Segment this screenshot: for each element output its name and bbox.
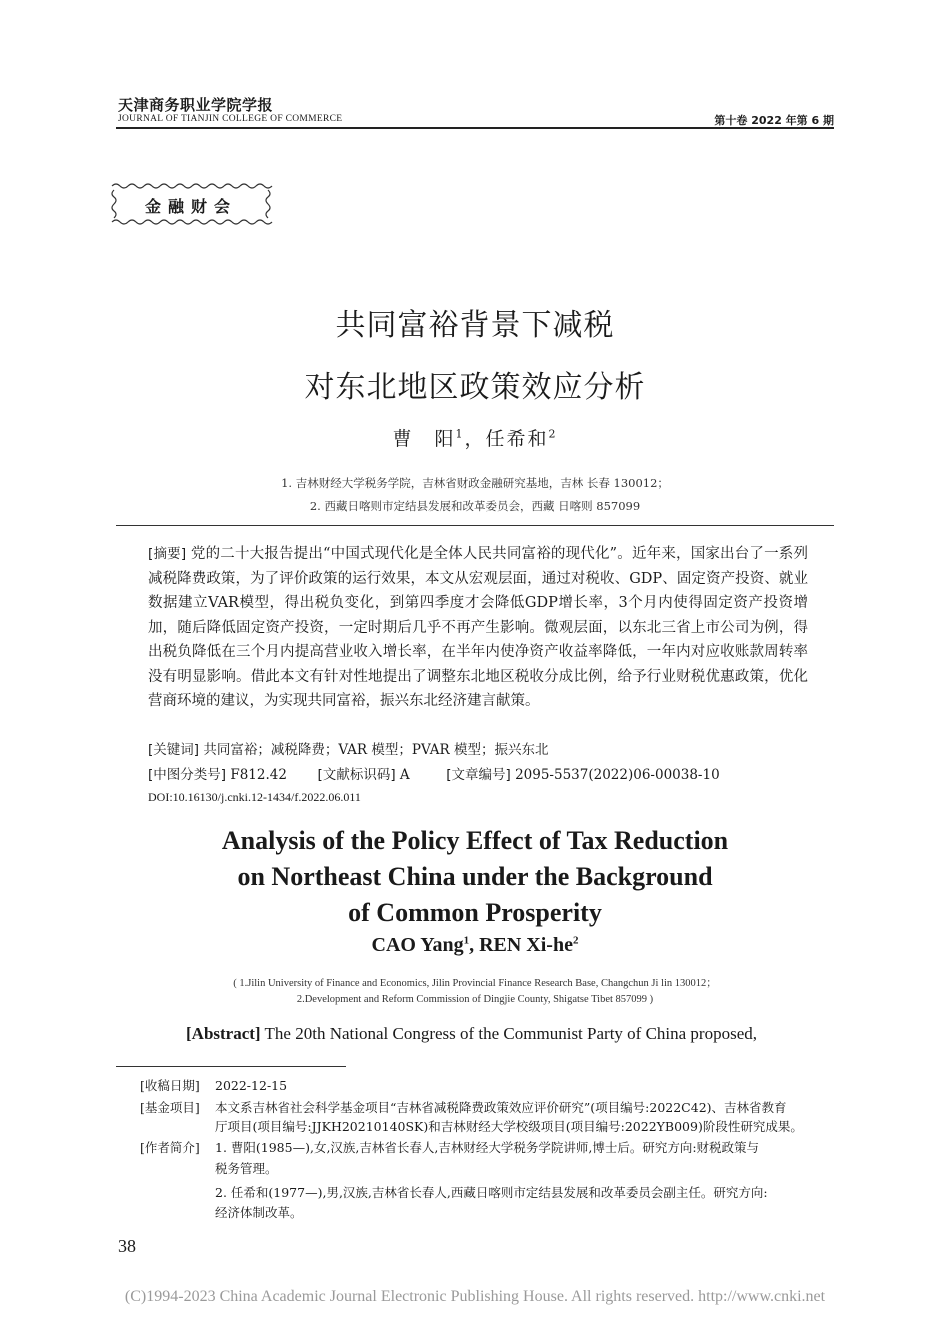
page-number: 38 xyxy=(118,1236,136,1256)
fund-line1: 本文系吉林省社会科学基金项目“吉林省减税降费政策效应评价研究”(项目编号:2022C42)、吉林省教育 xyxy=(215,1100,787,1115)
author-bio-label: [作者简介] xyxy=(140,1140,200,1155)
issue-label: 第十卷 2022 年第 6 期 xyxy=(714,114,834,127)
author2-en-sup: 2 xyxy=(572,934,579,947)
affiliation-cn-2: 2. 西藏日喀则市定结县发展和改革委员会，西藏 日喀则 857099 xyxy=(309,499,641,513)
divider-rule xyxy=(116,525,834,526)
author2-cn: 任希和 xyxy=(485,428,549,450)
author-bio-line1: 1. 曹阳(1985—),女,汉族,吉林省长春人,吉林财经大学税务学院讲师,博士后。研究方向:财税政策与 xyxy=(215,1140,760,1155)
copyright-watermark: (C)1994-2023 China Academic Journal Electronic Publishing House. All rights reserved. http://www.cnki.net xyxy=(124,1288,826,1305)
received-label: [收稿日期] xyxy=(140,1078,200,1093)
journal-name-cn: 天津商务职业学院学报 xyxy=(118,96,274,114)
title-cn-line1: 共同富裕背景下减税 xyxy=(335,308,615,343)
authors-en xyxy=(0,934,950,957)
abstract-en-text: The 20th National Congress of the Communist Party of China proposed, xyxy=(260,1024,758,1043)
author1-sup: 1 xyxy=(455,427,465,441)
fund-label: [基金项目] xyxy=(140,1100,200,1115)
affiliation-en-1: ( 1.Jilin University of Finance and Economics, Jilin Provincial Finance Research Base, Changchun Ji lin 130012； xyxy=(233,978,717,989)
abstract-en xyxy=(186,1024,757,1044)
article-number-label: [文章编号] xyxy=(446,767,511,783)
keywords xyxy=(148,738,549,758)
author2-en: REN Xi-he xyxy=(479,934,573,956)
affiliation-cn-1: 1. 吉林财经大学税务学院，吉林省财政金融研究基地，吉林 长春 130012； xyxy=(281,476,669,490)
footnote-rule xyxy=(116,1066,346,1067)
title-en-line1: Analysis of the Policy Effect of Tax Reduction xyxy=(221,826,729,855)
fund-line2: 厅项目(项目编号:JJKH20210140SK)和吉林财经大学校级项目(项目编号:2022YB009)阶段性研究成果。 xyxy=(215,1119,803,1134)
keywords-label: [关键词] xyxy=(148,742,200,758)
section-label: 金融财会 xyxy=(144,197,237,216)
author2-sup: 2 xyxy=(548,427,558,441)
classification-line xyxy=(148,763,720,783)
title-en-line3: of Common Prosperity xyxy=(348,898,602,927)
author-en-separator: , xyxy=(469,934,480,956)
doi: DOI:10.16130/j.cnki.12-1434/f.2022.06.011 xyxy=(148,790,361,804)
affiliation-en-2: 2.Development and Reform Commission of Dingjie County, Shigatse Tibet 857099 ) xyxy=(296,994,654,1005)
author1-en: CAO Yang xyxy=(371,934,464,956)
author-separator: ， xyxy=(464,428,486,450)
doc-code-label: [文献标识码] xyxy=(317,767,396,783)
abstract-en-label: [Abstract] xyxy=(186,1024,261,1043)
title-en-line2: on Northeast China under the Background xyxy=(237,862,713,891)
keywords-text: 共同富裕；减税降费；VAR 模型；PVAR 模型；振兴东北 xyxy=(199,742,549,758)
author-bio-line3: 2. 任希和(1977—),男,汉族,吉林省长春人,西藏日喀则市定结县发展和改革委员会副主任。研究方向: xyxy=(215,1185,768,1200)
author1-cn: 曹 阳 xyxy=(392,428,456,450)
author-bio-line4: 经济体制改革。 xyxy=(215,1205,303,1220)
authors-cn xyxy=(0,424,950,451)
abstract-cn xyxy=(148,542,808,714)
received-date: 2022-12-15 xyxy=(215,1078,288,1093)
article-number-value: 2095-5537(2022)06-00038-10 xyxy=(510,767,720,783)
author-bio-line2: 税务管理。 xyxy=(215,1161,278,1176)
doc-code-value: A xyxy=(395,767,410,783)
title-cn-line2: 对东北地区政策效应分析 xyxy=(304,370,646,405)
author1-en-sup: 1 xyxy=(463,934,470,947)
journal-name-en: JOURNAL OF TIANJIN COLLEGE OF COMMERCE xyxy=(118,114,343,124)
abstract-text: 党的二十大报告提出“中国式现代化是全体人民共同富裕的现代化”。近年来，国家出台了一系列减税降费政策，为了评价政策的运行效果，本文从宏观层面，通过对税收、GDP、固定资产投资、就业数据建立VAR模型，得出税负变化，到第四季度才会降低GDP增长率，3个月内使得固定资产投资增加，随后降低固定资产投资，一定时期后几乎不再产生影响。微观层面，以东北三省上市公司为例，得出税负降低在三个月内提高营业收入增长率，在半年内使净资产收益率降低，一年内对应收账款周转率没有明显影响。借此本文有针对性地提出了调整东北地区税收分成比例，给予行业财税优惠政策，优化营商环境的建议，为实现共同富裕，振兴东北经济建言献策。 xyxy=(148,546,808,709)
header-rule xyxy=(116,127,834,129)
clc-label: [中图分类号] xyxy=(148,767,227,783)
abstract-label: [摘要] xyxy=(148,546,187,562)
clc-value: F812.42 xyxy=(226,767,287,783)
